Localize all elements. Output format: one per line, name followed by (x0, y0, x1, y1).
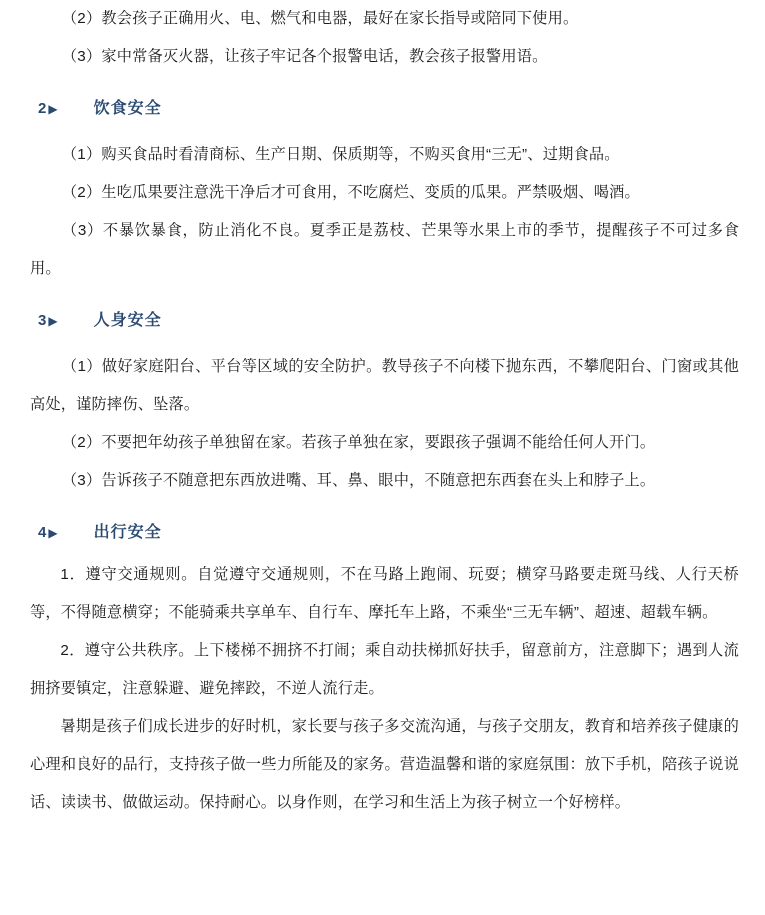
section-title-wrap (94, 310, 162, 332)
section-title: 饮食安全 (93, 100, 162, 117)
paragraph: （3）不暴饮暴食，防止消化不良。夏季正是荔枝、芒果等水果上市的季节，提醒孩子不可过多食用。 (30, 222, 739, 277)
section-heading-3 (30, 310, 739, 332)
paragraph: 1．遵守交通规则。自觉遵守交通规则，不在马路上跑闹、玩耍；横穿马路要走斑马线、人行天桥等，不得随意横穿；不能骑乘共享单车、自行车、摩托车上路，不乘坐“三无车辆”、超速、超载车辆。 (30, 566, 739, 621)
section-title-wrap (94, 522, 162, 544)
paragraph: （3）告诉孩子不随意把东西放进嘴、耳、鼻、眼中，不随意把东西套在头上和脖子上。 (61, 472, 656, 489)
section-heading-4 (30, 522, 739, 544)
section-heading-2 (30, 98, 739, 120)
paragraph: （1）购买食品时看清商标、生产日期、保质期等，不购买食用“三无”、过期食品。 (61, 146, 620, 163)
paragraph: （3）家中常备灭火器，让孩子牢记各个报警电话，教会孩子报警用语。 (61, 48, 548, 65)
section-number: 4 (38, 524, 47, 541)
section-title: 出行安全 (93, 524, 162, 541)
section-title: 人身安全 (93, 312, 162, 329)
spacer (30, 126, 739, 136)
paragraph: （1）做好家庭阳台、平台等区域的安全防护。教导孩子不向楼下抛东西，不攀爬阳台、门窗或其他高处，谨防摔伤、坠落。 (30, 358, 739, 413)
paragraph: （2）不要把年幼孩子单独留在家。若孩子单独在家，要跟孩子强调不能给任何人开门。 (61, 434, 656, 451)
section-number: 3 (38, 312, 47, 329)
triangle-right-icon: ▶ (48, 314, 58, 328)
paragraph: 暑期是孩子们成长进步的好时机，家长要与孩子多交流沟通，与孩子交朋友，教育和培养孩子健康的心理和良好的品行，支持孩子做一些力所能及的家务。营造温馨和谐的家庭氛围：放下手机，陪孩子说说话、读读书、做做运动。保持耐心。以身作则，在学习和生活上为孩子树立一个好榜样。 (30, 718, 739, 811)
paragraph: （2）生吃瓜果要注意洗干净后才可食用，不吃腐烂、变质的瓜果。严禁吸烟、喝酒。 (61, 184, 640, 201)
paragraph: （2）教会孩子正确用火、电、燃气和电器，最好在家长指导或陪同下使用。 (61, 10, 579, 27)
triangle-right-icon: ▶ (48, 102, 58, 116)
section-number: 2 (38, 100, 47, 117)
section-title-wrap (94, 98, 162, 120)
paragraph: 2．遵守公共秩序。上下楼梯不拥挤不打闹；乘自动扶梯抓好扶手，留意前方，注意脚下；遇到人流拥挤要镇定，注意躲避、避免摔跤，不逆人流行走。 (30, 642, 739, 697)
spacer (30, 338, 739, 348)
triangle-right-icon: ▶ (48, 526, 58, 540)
